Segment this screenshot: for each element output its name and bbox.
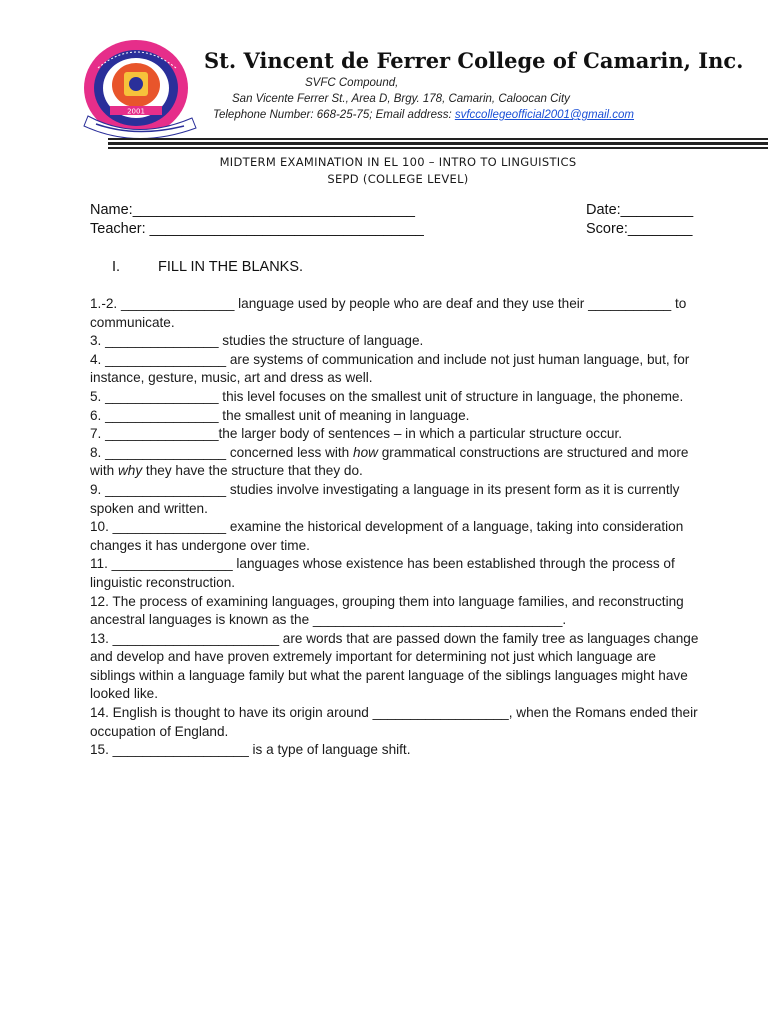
svg-text:2001: 2001	[127, 107, 145, 116]
exam-subtitle: SEPD (COLLEGE LEVEL)	[327, 172, 469, 186]
phone-text: Telephone Number: 668-25-75; Email address:	[213, 109, 455, 121]
question-12: 12. The process of examining languages, grouping them into language families, and reconstructing ancestral languages is known as the _________________________________.	[90, 593, 684, 628]
address-line: San Vicente Ferrer St., Area D, Brgy. 178, Camarin, Caloocan City	[232, 93, 570, 105]
date-field[interactable]: Date:_________	[586, 202, 694, 218]
question-5: 5. _______________ this level focuses on the smallest unit of structure in language, the phoneme.	[90, 388, 684, 404]
name-field[interactable]: Name:___________________________________	[90, 202, 415, 218]
question-4: 4. ________________ are systems of communication and include not just human language, but, for instance, gesture, music, art and dress as well.	[90, 351, 690, 386]
question-7: 7. _______________the larger body of sentences – in which a particular structure occur.	[90, 426, 623, 442]
email-link[interactable]: svfccollegeofficial2001@gmail.com	[454, 109, 635, 121]
header-divider	[108, 142, 768, 145]
question-list	[90, 295, 702, 760]
school-seal-logo	[80, 38, 202, 140]
section-heading	[112, 259, 303, 275]
question-13: 13. ______________________ are words that are passed down the family tree as languages change and develop and have proven extremely important for determining not just which language are siblings within a language family but what the parent language of the siblings languages might have looked like.	[90, 630, 699, 702]
question-10: 10. _______________ examine the historical development of a language, taking into consideration changes it has undergone over time.	[90, 519, 684, 553]
question-3: 3. _______________ studies the structure of language.	[90, 333, 424, 349]
teacher-field[interactable]: Teacher: __________________________________	[90, 221, 424, 237]
question-8-part: grammatical constructions are structured and more with	[90, 444, 689, 479]
question-11: 11. ________________ languages whose existence has been established through the process of linguistic reconstruction.	[90, 556, 675, 590]
header-divider	[108, 138, 768, 140]
question-1-2: 1.-2. _______________ language used by people who are deaf and they use their ___________ to communicate.	[90, 296, 687, 330]
question-8-part: they have the structure that they do.	[142, 463, 363, 479]
question-9: 9. ________________ studies involve investigating a language in its present form as it is currently spoken and written.	[90, 481, 680, 516]
school-name: St. Vincent de Ferrer College of Camarin, Inc.	[204, 48, 744, 73]
question-8-emphasis: why	[117, 463, 143, 479]
question-8-emphasis: how	[353, 444, 378, 460]
question-15: 15. __________________ is a type of language shift.	[90, 742, 411, 758]
section-title: FILL IN THE BLANKS.	[158, 259, 304, 275]
compound-line: SVFC Compound,	[305, 77, 399, 89]
header-divider	[108, 147, 768, 149]
contact-line	[213, 109, 634, 121]
exam-title: MIDTERM EXAMINATION IN EL 100 – INTRO TO LINGUISTICS	[219, 155, 577, 169]
question-6: 6. _______________ the smallest unit of meaning in language.	[90, 407, 470, 423]
question-8-part: 8. ________________ concerned less with	[90, 444, 354, 460]
score-field[interactable]: Score:________	[586, 221, 693, 237]
question-8	[90, 444, 702, 481]
section-number: I.	[112, 259, 121, 275]
question-14: 14. English is thought to have its origin around __________________, when the Romans ended their occupation of England.	[90, 705, 698, 739]
